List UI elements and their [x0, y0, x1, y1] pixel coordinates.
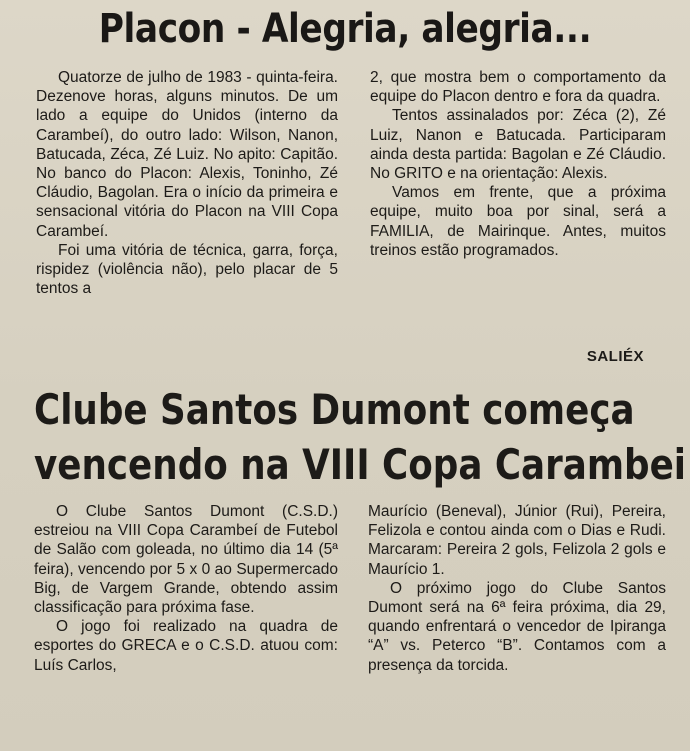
headline-line: Clube Santos Dumont começa	[34, 385, 635, 434]
article2-paragraph-continued: Maurício (Beneval), Júnior (Rui), Pereira, Felizola e contou ainda com o Dias e Rudi. Marcaram: Pereira 2 gols, Felizola 2 gols e Maurício 1.	[368, 503, 666, 578]
byline: SALIÉX	[586, 348, 644, 365]
article1-paragraph: Vamos em frente, que a próxima equipe, muito boa por sinal, será a FAMILIA, de Mairinque. Antes, muitos treinos estão programados.	[370, 184, 666, 259]
article2-left-column	[34, 502, 338, 675]
article2-paragraph: O Clube Santos Dumont (C.S.D.) estreiou na VIII Copa Carambeí de Futebol de Salão com goleada, no último dia 14 (5ª feira), vencendo por 5 x 0 ao Supermercado Big, de Vargem Grande, obtendo assim classificação para próxima fase.	[34, 503, 338, 617]
article1-paragraph-continued: 2, que mostra bem o comportamento da equipe do Placon dentro e fora da quadra.	[370, 69, 666, 106]
article2-paragraph: O jogo foi realizado na quadra de esportes do GRECA e o C.S.D. atuou com: Luís Carlos,	[34, 618, 338, 674]
article1-paragraph: Foi uma vitória de técnica, garra, força, rispidez (violência não), pelo placar de 5 tentos a	[36, 241, 338, 298]
article1-paragraph: Tentos assinalados por: Zéca (2), Zé Luiz, Nanon e Batucada. Participaram ainda desta partida: Bagolan e Zé Cláudio. No GRITO e na orientação: Alexis.	[370, 107, 666, 183]
article1-right-column	[370, 68, 666, 260]
article2-paragraph: O próximo jogo do Clube Santos Dumont será na 6ª feira próxima, dia 29, quando enfrentará o vencedor de Ipiranga “A” vs. Peterco “B”. Contamos com a presença da torcida.	[368, 579, 666, 674]
headline-line: vencendo na VIII Copa Carambei	[34, 440, 687, 489]
article1-left-column	[36, 68, 338, 298]
headline-santos-dumont	[34, 382, 687, 492]
article1-paragraph: Quatorze de julho de 1983 - quinta-feira. Dezenove horas, alguns minutos. De um lado a equipe do Unidos (interno da Carambeí), do outro lado: Wilson, Nanon, Batucada, Zéca, Zé Luiz. No apito: Capitão. No banco do Placon: Alexis, Toninho, Zé Cláudio, Bagolan. Era o início da primeira e sensacional vitória do Placon na VIII Copa Carambeí.	[36, 69, 338, 240]
article2-right-column	[368, 502, 666, 675]
headline-placon: Placon - Alegria, alegria...	[98, 6, 592, 52]
